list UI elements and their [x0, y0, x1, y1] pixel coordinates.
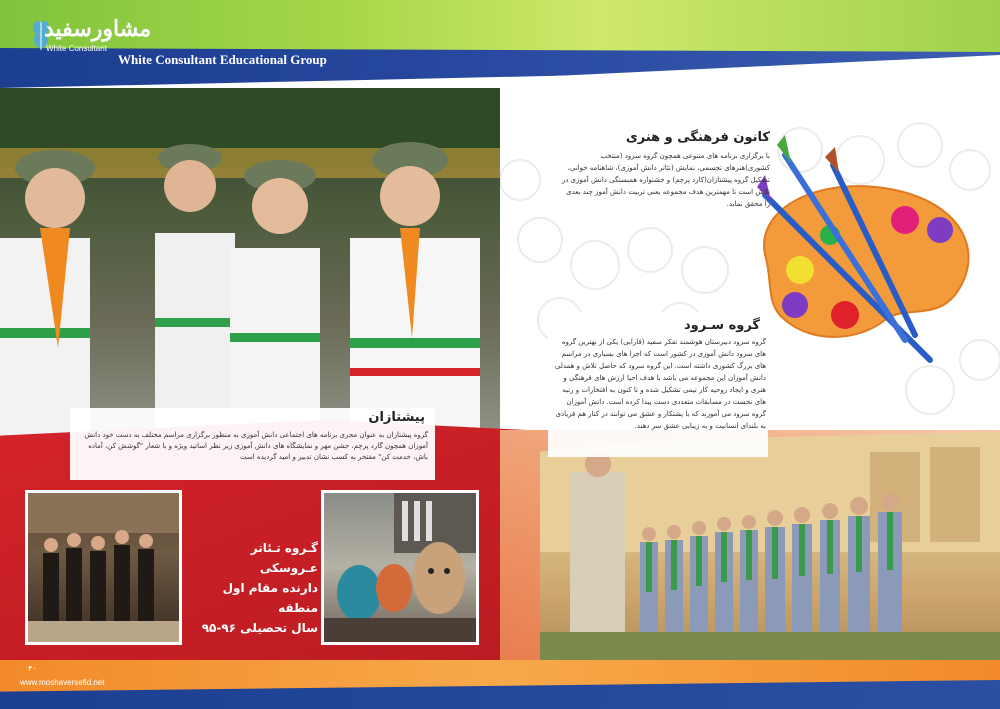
pishtazan-body: گروه پیشتازان به عنوان مجری برنامه های اجتماعی دانش آموزی به منظور برگزاری مراسم مختلف به دست خود دانش آموزان همچون گارد پرچم، جشن مهر و نمایشگاه های دانش آموزی زیر نظر اساتید ویژه و با شعار "گوشش کن، آماده باش، خدمت کن" مفتخر به کسب نشان تدبیر و امید گردیده است: [84, 431, 428, 461]
theater-line-1: گـروه تـئاتر عـروسکی: [250, 541, 318, 575]
pishtazan-title: پیشتازان: [368, 410, 425, 425]
choir-group-photo: [540, 432, 1000, 677]
paint-palette-icon: [745, 135, 985, 365]
theater-line-2: دارنده مقام اول منطقه: [222, 581, 318, 615]
puppet-theater-group-photo: [25, 490, 182, 645]
puppets-photo: [321, 490, 479, 645]
theater-group-caption: [190, 538, 318, 638]
sorood-title: گروه سـرود: [684, 318, 760, 333]
organization-name: White Consultant Educational Group: [118, 52, 327, 67]
logo-text-fa: مشاورسفید: [44, 16, 152, 42]
kanoon-title: کانون فرهنگی و هنری: [625, 130, 770, 145]
sorood-body: گروه سرود دبیرستان هوشمند تفکر سفید (فارابی) یکی از بهترین گروه های سرود دانش آموزی در کشور است که اجرا های بسیاری در مراسم های بزرگ کشوری داشته است. این گروه سرود که حاصل تلاش و همدلی دانش آموزان این مجموعه می باشد با هدف احیا ارزش های فرهنگی و هنری و ایجاد روحیه کار تیمی تشکیل شده و تا کنون به افتخارات و رتبه های نخست در مسابقات متعددی دست پیدا کرده است. دانش آموزان گروه سرود می آموزند که با پشتکار و عشق می توانند در کنار هم فریادی به بلندای انسانیت و به زیبایی عشق سر دهند.: [554, 338, 766, 430]
kanoon-body: با برگزاری برنامه های متنوعی همچون گروه سرود (منتخب کشوری)هنرهای تجسمی، نمایش (تئاتر دانش آموزی)، شاهنامه خوانی، تشکیل گروه پیشتازان(کارد پرچم) و جشنواره همبستگی دانش آموزی در تلاش است تا مهمترین هدف مجموعه یعنی تربیت دانش آموز چند بعدی را محقق نماید.: [561, 152, 770, 208]
page-number: ۴۰: [28, 664, 37, 673]
logo-text-en: White Consultant: [46, 44, 107, 53]
theater-line-3: سال تحصیلی ۹۶-۹۵: [201, 621, 318, 635]
website-url: www.moshaversefid.net: [20, 678, 105, 687]
